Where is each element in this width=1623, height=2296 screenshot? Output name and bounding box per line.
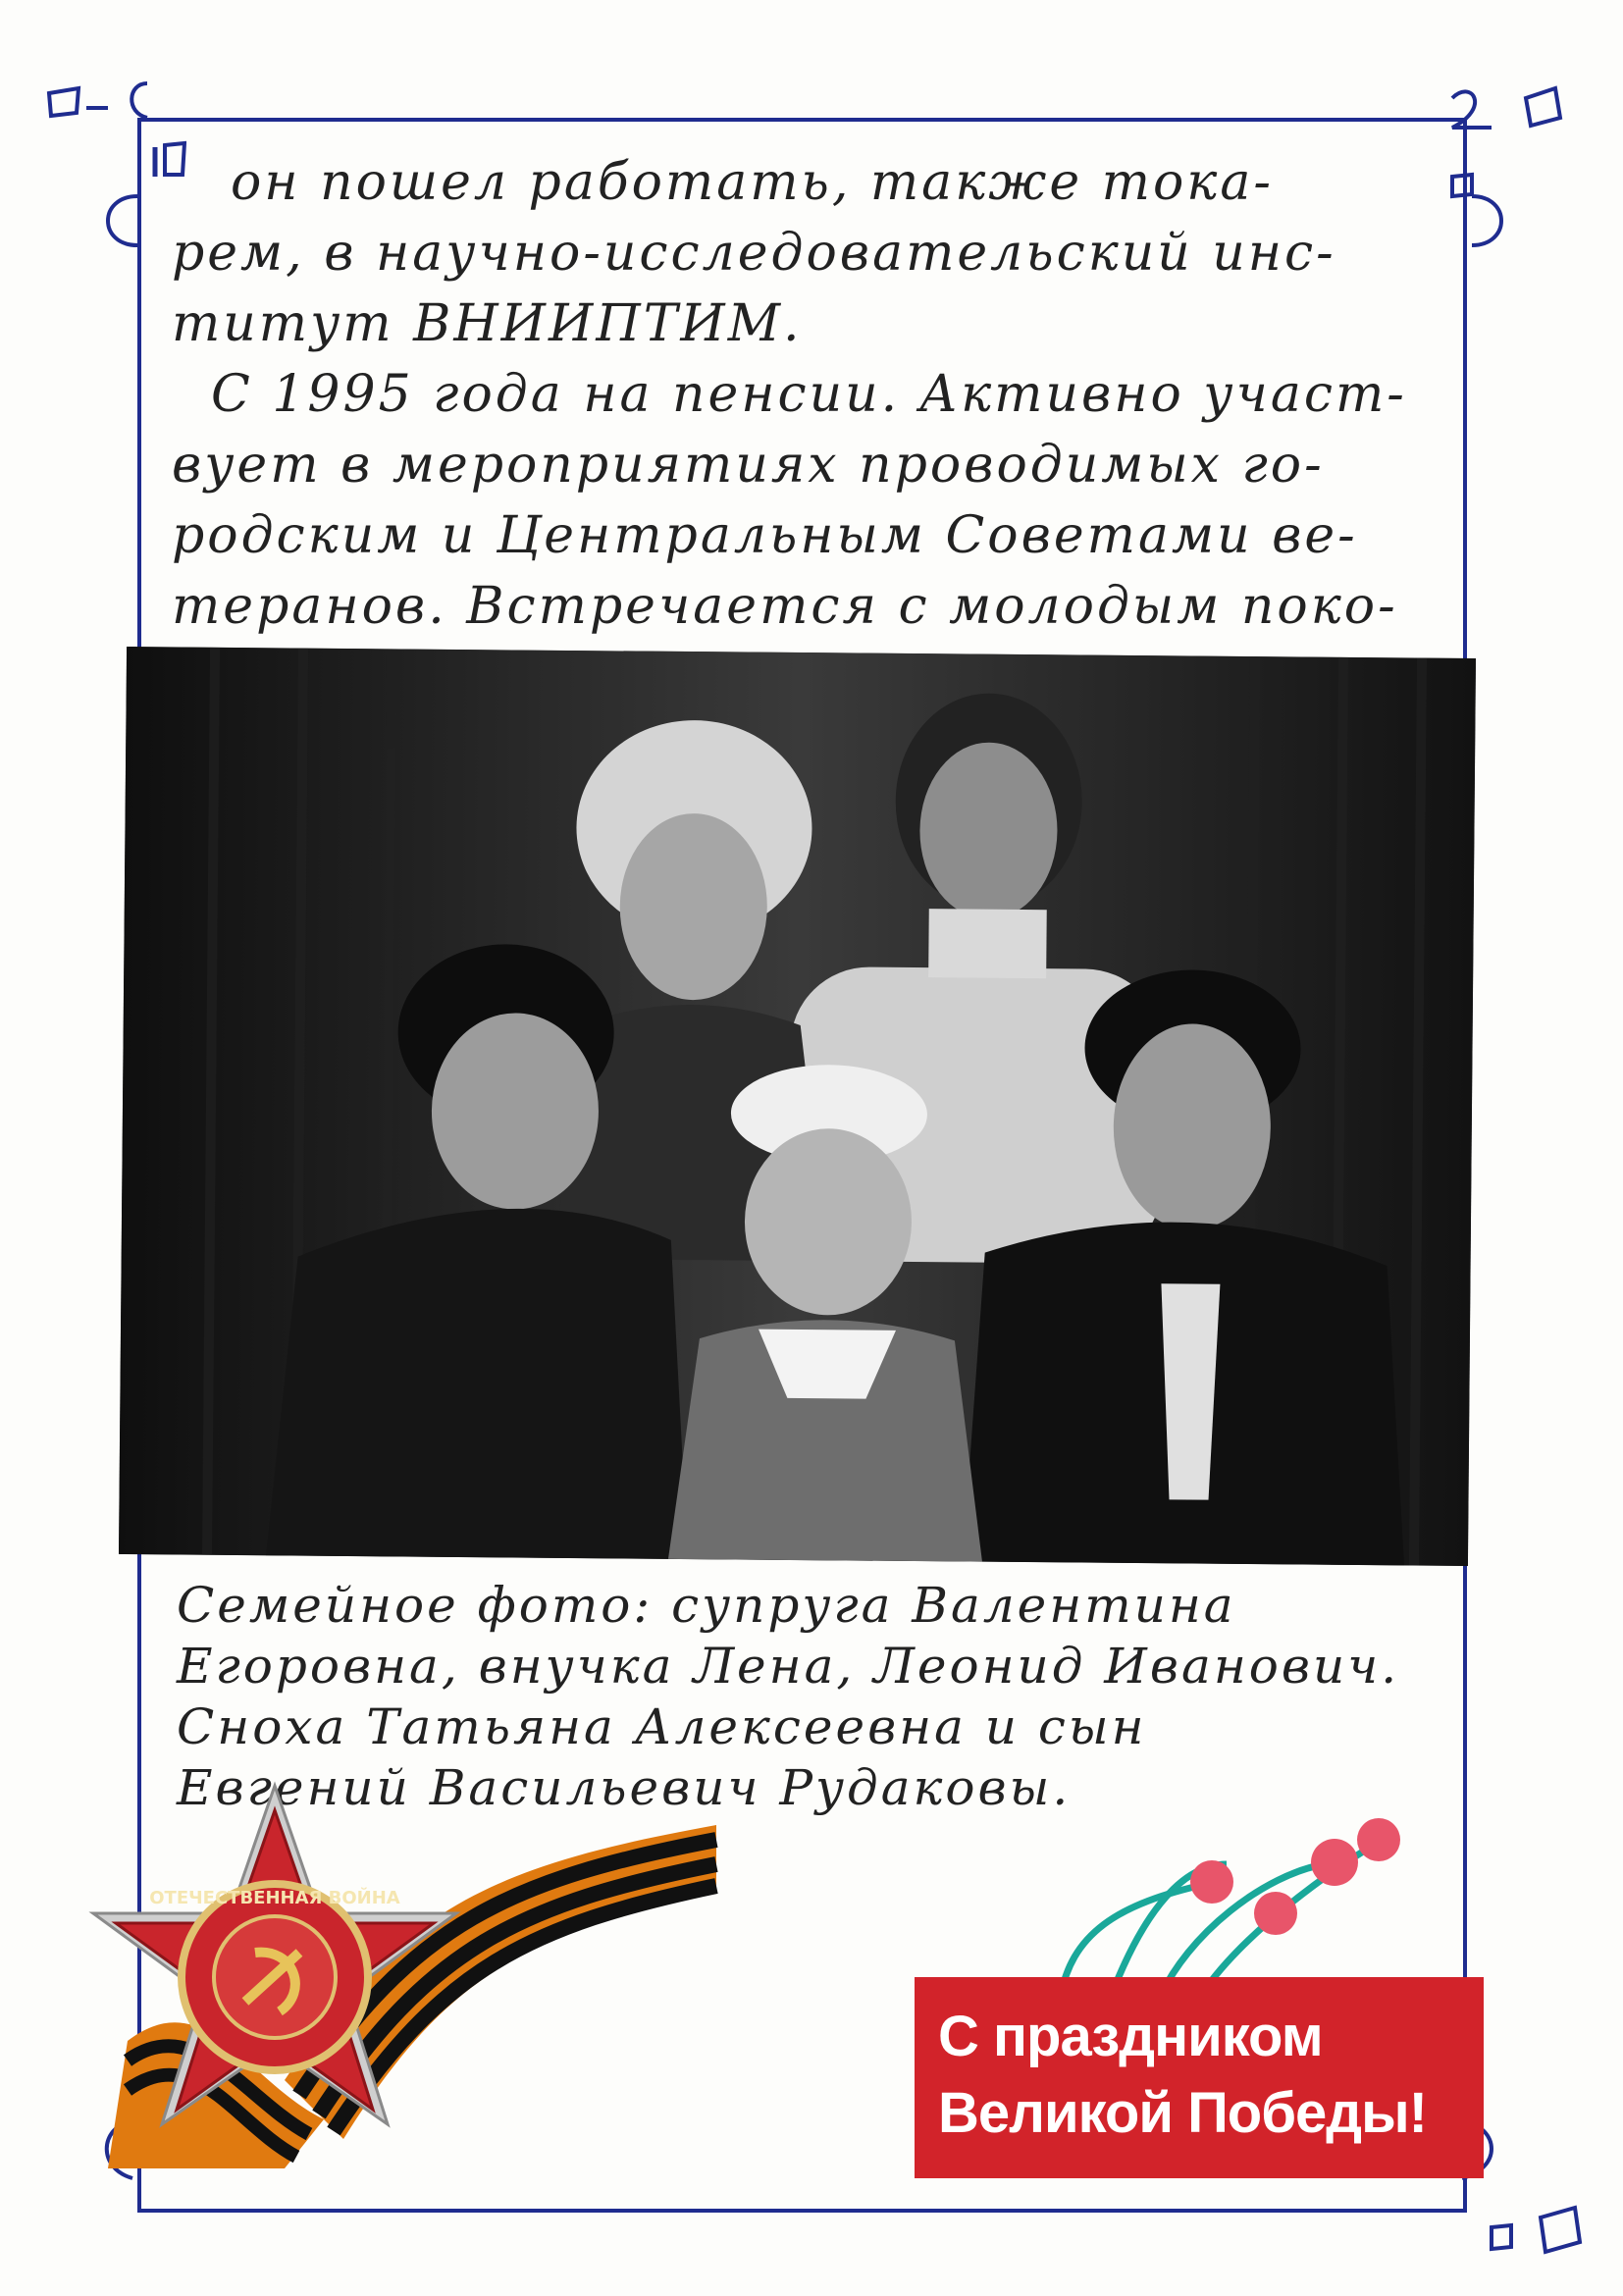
banner-line-1: С праздником	[938, 2005, 1323, 2068]
carnation-flowers-icon	[981, 1786, 1423, 2002]
side-ornament-right-icon	[1467, 186, 1545, 285]
caption-line: Семейное фото: супруга Валентина	[177, 1577, 1236, 1634]
text-line: рем, в научно-исследовательский инс-	[172, 224, 1336, 283]
victory-day-banner	[915, 1977, 1484, 2178]
order-patriotic-war-icon	[69, 1766, 481, 2178]
text-line: вует в мероприятиях проводимых го-	[172, 436, 1325, 495]
side-ornament-left-icon	[69, 186, 147, 285]
caption-line: Евгений Васильевич Рудаковы.	[177, 1759, 1072, 1816]
text-line: теранов. Встречается с молодым поко-	[172, 577, 1398, 636]
handwritten-paragraph	[172, 147, 1477, 712]
order-text: ОТЕЧЕСТВЕННАЯ ВОЙНА	[149, 1888, 400, 1908]
caption-line: Сноха Татьяна Алексеевна и сын	[177, 1698, 1147, 1755]
family-photo-icon	[119, 647, 1476, 1566]
text-line: он пошел работать, также тока-	[231, 153, 1274, 212]
banner-line-2: Великой Победы!	[938, 2081, 1427, 2145]
text-line: С 1995 года на пенсии. Активно участ-	[211, 365, 1407, 424]
corner-ornament-top-left-icon	[39, 69, 186, 186]
family-photo	[119, 647, 1476, 1566]
text-line: родским и Центральным Советами ве-	[172, 506, 1358, 565]
caption-line: Егоровна, внучка Лена, Леонид Иванович.	[177, 1638, 1400, 1695]
text-line: титут ВНИИПТИМ.	[172, 294, 803, 353]
